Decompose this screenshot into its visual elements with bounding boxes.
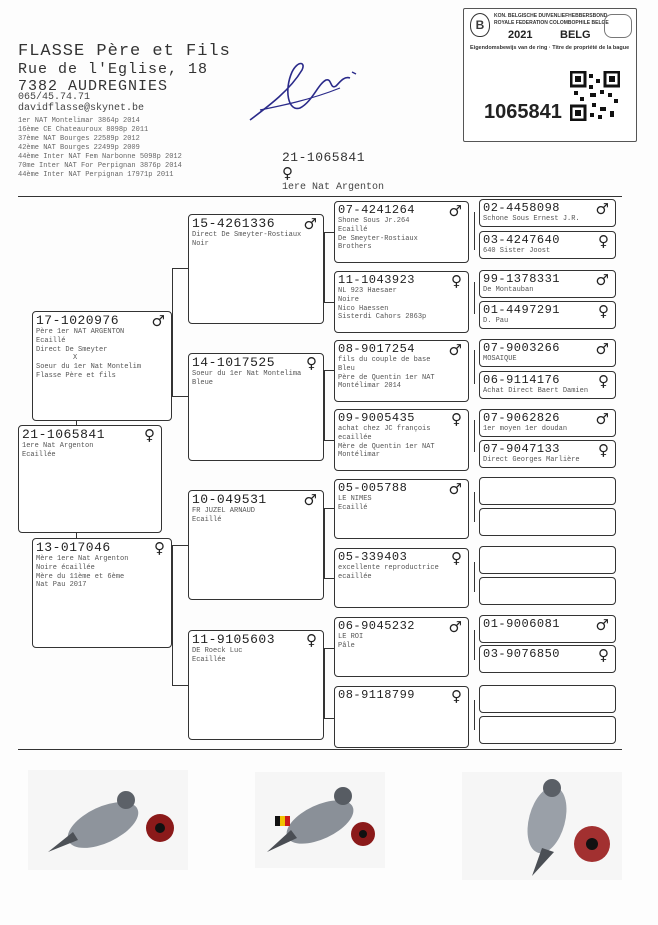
qr-code-icon [570,71,620,121]
certificate-number: 1065841 [484,101,562,123]
ring-number: 17-1020976 [36,313,120,328]
breeder-email: davidflasse@skynet.be [18,103,145,114]
connector [324,302,334,303]
male-icon: ♂ [448,480,462,498]
connector [324,578,334,579]
ring-number: 05-005788 [338,481,408,495]
ring-number: 07-9003266 [483,341,561,355]
desc-line: Ecaillé [36,336,66,345]
ring-number: 03-4247640 [483,233,561,247]
pigeon-photo-2 [255,772,385,868]
desc-line: NL 923 Haesaer [338,287,397,295]
ring-number: 05-339403 [338,550,408,564]
federation-name-fr: ROYALE FEDERATION COLOMBOPHILE BELGE [494,20,609,26]
ring-number: 11-1043923 [338,273,416,287]
ring-number: 14-1017525 [192,355,276,370]
desc-line: excellente reproductrice [338,564,439,572]
female-icon: ♀ [306,631,317,649]
male-icon: ♂ [595,410,609,428]
pedigree-g5-box [479,339,616,367]
federation-logo: B [470,13,490,37]
result-line: 37ème NAT Bourges 22589p 2012 [18,135,140,143]
male-icon: ♂ [151,312,165,330]
ring-number: 03-9076850 [483,647,561,661]
ring-number: 01-9006081 [483,617,561,631]
female-icon: ♀ [598,302,609,320]
ring-number: 08-9017254 [338,342,416,356]
pedigree-ddd-box [334,686,469,748]
desc-line: Père 1er NAT ARGENTON [36,328,125,336]
male-icon: ♂ [448,341,462,359]
result-line: 16ème CE Chateauroux 8098p 2011 [18,126,149,134]
breeder-name: FLASSE Père et Fils [18,42,231,61]
pedigree-g16-box [479,716,616,744]
desc-line: 640 Sister Joost [483,247,551,255]
desc-line: Noir [192,239,209,248]
ring-number: 21-1065841 [22,427,106,442]
desc-line: ecaillée [338,433,372,442]
female-icon: ♀ [144,426,155,444]
desc-line: Bleu [338,364,355,373]
federation-name-nl: KON. BELGISCHE DUIVENLIEFHEBBERSBOND [494,13,608,19]
ring-number: 11-9105603 [192,632,276,647]
desc-line: Nico Haessen [338,304,389,313]
breeder-phone: 065/45.74.71 [18,92,91,103]
connector [474,420,475,452]
breeder-city: 7382 AUDREGNIES [18,78,169,95]
desc-line: Père de Quentin 1er NAT [338,373,435,382]
connector [324,648,334,649]
desc-line: Brothers [338,243,372,252]
pedigree-ds-box [188,490,324,600]
connector [324,370,334,371]
desc-line: Ecaillée [22,450,56,459]
desc-line: FR JUZEL ARNAUD [192,507,256,515]
desc-line: LE NIMES [338,495,372,503]
ring-number: 06-9045232 [338,619,416,633]
desc-line: Nat Pau 2017 [36,581,87,590]
desc-line: X [73,354,78,363]
pedigree-sire-box [32,311,172,421]
connector [474,350,475,384]
connector [474,630,475,660]
desc-line: Sisterdi Cahors 2863p [338,313,427,322]
top-divider [18,196,622,197]
connector [324,232,334,233]
connector [172,685,188,686]
male-icon: ♂ [595,271,609,289]
connector [474,212,475,250]
result-line: 42ème NAT Bourges 22499p 2009 [18,144,140,152]
desc-line: Mère 1ere Nat Argenton [36,555,129,563]
desc-line: De Smeyter-Rostiaux [338,234,418,243]
result-line: 70me Inter NAT For Perpignan 3876p 2014 [18,162,182,170]
female-icon: ♀ [598,372,609,390]
pedigree-dd-box [188,630,324,740]
pedigree-g1-box [479,199,616,227]
pedigree-g7-box [479,409,616,437]
desc-line: Shone Sous Jr.264 [338,217,410,225]
pedigree-g12-box [479,577,616,605]
pedigree-g11-box [479,546,616,574]
desc-line: D. Pau [483,317,509,325]
desc-line: MOSAIQUE [483,355,517,363]
desc-line: Noire écaillée [36,563,95,572]
pedigree-ss-box [188,214,324,324]
pedigree-sd-box [188,353,324,461]
desc-line: Mère du 11ème et 6ème [36,572,125,581]
ring-number: 09-9005435 [338,411,416,425]
desc-line: Pâle [338,641,355,650]
pedigree-g13-box [479,615,616,643]
desc-line: Montélimar [338,451,381,460]
desc-line: Soeur du 1er Nat Montelim [36,363,142,372]
desc-line: Noire [338,295,360,304]
pedigree-g9-box [479,477,616,505]
ring-number: 99-1378331 [483,272,561,286]
pigeon-photo-1 [28,770,188,870]
male-icon: ♂ [595,200,609,218]
ownership-certificate [463,8,637,142]
connector [474,492,475,522]
pedigree-g2-box [479,231,616,259]
ring-number: 07-4241264 [338,203,416,217]
ring-number: 10-049531 [192,492,267,507]
pedigree-g4-box [479,301,616,329]
ring-number: 08-9118799 [338,688,416,702]
connector [172,268,188,269]
pedigree-sdd-box [334,409,469,471]
ring-number: 07-9062826 [483,411,561,425]
ring-number: 06-9114176 [483,373,561,387]
result-line: 44ème Inter NAT Fem Narbonne 5098p 2012 [18,153,182,161]
pigeon-photo-3 [462,772,622,880]
desc-line: Ecaillée [192,655,226,664]
signature [240,50,370,130]
ring-number: 13-017046 [36,540,111,555]
desc-line: Ecaillé [338,503,368,512]
connector [324,718,334,719]
subject-title: 1ere Nat Argenton [282,182,385,193]
desc-line: Direct De Smeyter [36,345,108,354]
pedigree-g15-box [479,685,616,713]
connector [324,508,325,578]
male-icon: ♂ [303,491,317,509]
female-icon: ♀ [598,646,609,664]
male-icon: ♂ [303,215,317,233]
desc-line: Mère de Quentin 1er NAT [338,442,435,451]
female-icon: ♀ [451,272,462,290]
pedigree-sss-box [334,201,469,263]
ring-number: 15-4261336 [192,216,276,231]
certificate-country: BELG [560,29,591,41]
connector [474,562,475,592]
connector [324,370,325,440]
connector [172,396,188,397]
desc-line: Schone Sous Ernest J.R. [483,215,580,223]
pedigree-dsd-box [334,548,469,608]
desc-line: achat chez JC françois [338,425,431,433]
desc-line: 1er moyen 1er doudan [483,425,568,433]
desc-line: Soeur du 1er Nat Montelima [192,370,302,378]
bottom-divider [18,749,622,750]
pedigree-g3-box [479,270,616,298]
desc-line: Ecaillé [338,225,368,234]
result-line: 44ème Inter NAT Perpignan 17971p 2011 [18,171,174,179]
connector [172,268,173,396]
ring-number: 07-9047133 [483,442,561,456]
pedigree-g6-box [479,371,616,399]
certificate-year: 2021 [508,29,533,41]
ring-number: 01-4497291 [483,303,561,317]
pedigree-ssd-box [334,271,469,333]
desc-line: LE ROI [338,633,364,641]
pedigree-root-box [18,425,162,533]
desc-line: Bleue [192,378,214,387]
pedigree-sds-box [334,340,469,402]
desc-line: Direct De Smeyter-Rostiaux [192,231,302,239]
desc-line: Ecaillé [192,515,222,524]
connector [474,700,475,730]
connector [324,508,334,509]
desc-line: Flasse Père et fils [36,371,116,380]
connector [172,545,173,685]
connector [324,648,325,718]
connector [324,440,334,441]
ownership-text: Eigendomsbewijs van de ring · Titre de propriété de la bague [470,45,630,51]
subject-ring: 21-1065841 [282,150,366,165]
desc-line: ecaillée [338,572,372,581]
female-icon: ♀ [598,232,609,250]
female-icon: ♀ [451,410,462,428]
male-icon: ♂ [595,340,609,358]
desc-line: Achat Direct Baert Damien [483,387,589,395]
male-icon: ♂ [448,618,462,636]
emblem-icon [604,14,632,38]
desc-line: De Montauban [483,286,534,294]
female-icon: ♀ [451,549,462,567]
connector [324,232,325,302]
subject-sex-icon: ♀ [282,164,293,182]
desc-line: Montélimar 2014 [338,382,402,391]
male-icon: ♂ [595,616,609,634]
male-icon: ♂ [448,202,462,220]
breeder-street: Rue de l'Eglise, 18 [18,61,209,78]
female-icon: ♀ [451,687,462,705]
pedigree-g10-box [479,508,616,536]
pedigree-dss-box [334,479,469,539]
desc-line: Direct Georges Marlière [483,456,580,464]
connector [172,545,188,546]
desc-line: fils du couple de base [338,356,431,364]
result-line: 1er NAT Montelimar 3864p 2014 [18,117,140,125]
desc-line: 1ere Nat Argenton [22,442,94,450]
female-icon: ♀ [306,354,317,372]
pedigree-g8-box [479,440,616,468]
female-icon: ♀ [154,539,165,557]
ring-number: 02-4458098 [483,201,561,215]
breeder-results [18,117,182,180]
pedigree-dam-box [32,538,172,648]
pedigree-g14-box [479,645,616,673]
female-icon: ♀ [598,441,609,459]
connector [474,282,475,314]
desc-line: DE Roeck Luc [192,647,243,655]
pedigree-dds-box [334,617,469,677]
